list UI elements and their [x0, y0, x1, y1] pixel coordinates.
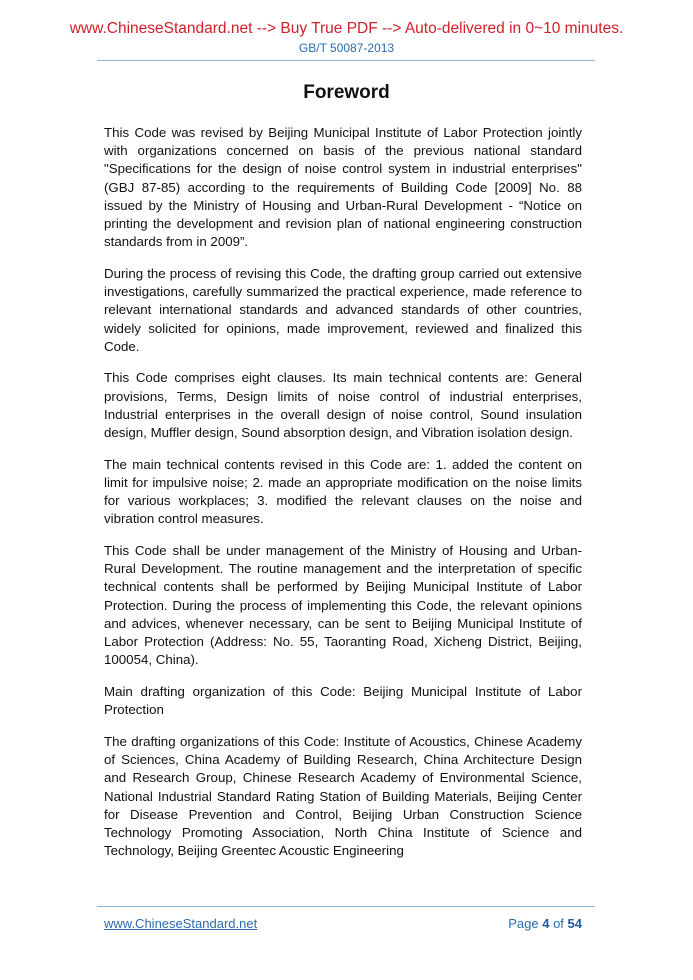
page-of: of	[553, 916, 564, 931]
paragraph: During the process of revising this Code, the drafting group carried out extensive investigations, carefully summarized the practical experience, made reference to relevant international standards and advanced standards of other countries, widely solicited for opinions, made improvement, reviewed and finalized this Code.	[104, 265, 582, 354]
paragraph: Main drafting organization of this Code: Beijing Municipal Institute of Labor Protection	[104, 683, 582, 718]
foreword-body	[104, 124, 582, 874]
paragraph: The drafting organizations of this Code: Institute of Acoustics, Chinese Academy of Sciences, China Academy of Building Research, China Architecture Design and Research Group, Chinese Research Academy of Environmental Science, National Industrial Standard Rating Station of Building Materials, Beijing Center for Disease Prevention and Control, Beijing Urban Construction Science Technology Promoting Association, North China Institute of Science and Technology, Beijing Greentec Acoustic Engineering	[104, 733, 582, 859]
paragraph: This Code comprises eight clauses. Its main technical contents are: General provisions, Terms, Design limits of noise control of industrial enterprises, Industrial enterprises in the overall design of noise control, Sound insulation design, Muffler design, Sound absorption design, and Vibration isolation design.	[104, 370, 582, 441]
page-title: Foreword	[303, 82, 390, 103]
promo-banner-link[interactable]: www.ChineseStandard.net --> Buy True PDF --> Auto-delivered in 0~10 minutes.	[69, 20, 624, 37]
page-total: 54	[567, 916, 582, 931]
page-indicator	[508, 916, 582, 931]
document-id: GB/T 50087-2013	[298, 41, 395, 55]
footer-site-link[interactable]: www.ChineseStandard.net	[104, 916, 258, 931]
footer-divider	[97, 906, 595, 907]
paragraph: The main technical contents revised in this Code are: 1. added the content on limit for impulsive noise; 2. made an appropriate modification on the noise limits for various workplaces; 3. modified the relevant clauses on the noise and vibration control measures.	[104, 456, 582, 527]
header-divider	[97, 60, 595, 61]
page-current: 4	[542, 916, 550, 931]
page-prefix: Page	[508, 916, 539, 931]
paragraph: This Code was revised by Beijing Municipal Institute of Labor Protection jointly with organizations concerned on basis of the previous national standard "Specifications for the design of noise control system in industrial enterprises" (GBJ 87-85) according to the requirements of Building Code [2009] No. 88 issued by the Ministry of Housing and Urban-Rural Development - “Notice on printing the development and revision plan of national engineering construction standards from in 2009”.	[104, 125, 582, 250]
paragraph: This Code shall be under management of the Ministry of Housing and Urban-Rural Development. The routine management and the interpretation of specific technical contents shall be performed by Beijing Municipal Institute of Labor Protection. During the process of implementing this Code, the relevant opinions and advices, whenever necessary, can be sent to Beijing Municipal Institute of Labor Protection (Address: No. 55, Taoranting Road, Xicheng District, Beijing, 100054, China).	[104, 543, 582, 668]
